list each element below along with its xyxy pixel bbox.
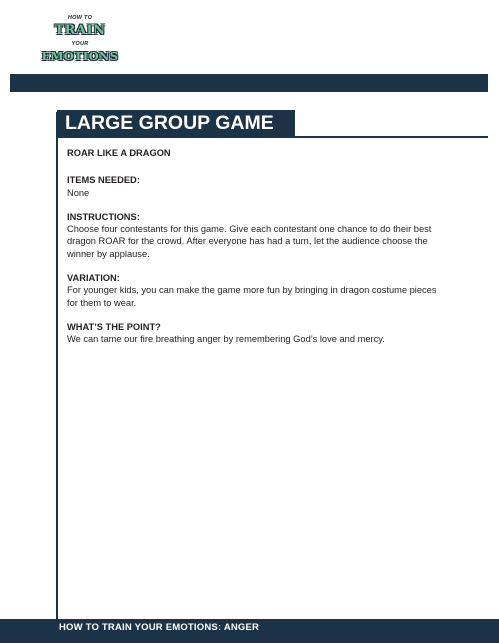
section-heading: INSTRUCTIONS: xyxy=(67,211,140,222)
section-text: Choose four contestants for this game. Give each contestant one chance to do their best dragon ROAR for the crowd. After everyone has had a turn, let the audience choose the winner by applause. xyxy=(67,224,432,259)
logo-line-your: YOUR xyxy=(71,41,89,47)
section-point xyxy=(67,321,447,346)
section-instructions xyxy=(67,211,447,260)
section-variation xyxy=(67,272,447,309)
footer-text: HOW TO TRAIN YOUR EMOTIONS: ANGER xyxy=(59,622,260,633)
logo-line-emotions: EMOTIONS xyxy=(41,49,119,63)
section-items-needed xyxy=(67,174,447,199)
section-text: For younger kids, you can make the game more fun by bringing in dragon costume pieces for them to wear. xyxy=(67,285,437,308)
section-heading: ITEMS NEEDED: xyxy=(67,175,140,186)
logo-line-train: TRAIN xyxy=(54,23,106,38)
header-bar xyxy=(10,74,488,92)
logo-line-how-to: HOW TO xyxy=(67,15,93,21)
section-heading: VARIATION: xyxy=(67,273,120,284)
section-text: None xyxy=(67,187,90,198)
page-title: LARGE GROUP GAME xyxy=(57,110,295,137)
left-rule xyxy=(56,112,58,643)
game-name: ROAR LIKE A DRAGON xyxy=(67,148,171,158)
section-heading: WHAT’S THE POINT? xyxy=(67,321,161,332)
section-text: We can tame our fire breathing anger by remembering God’s love and mercy. xyxy=(67,334,385,345)
title-rule xyxy=(57,136,488,138)
content xyxy=(67,147,447,358)
logo xyxy=(26,14,134,70)
